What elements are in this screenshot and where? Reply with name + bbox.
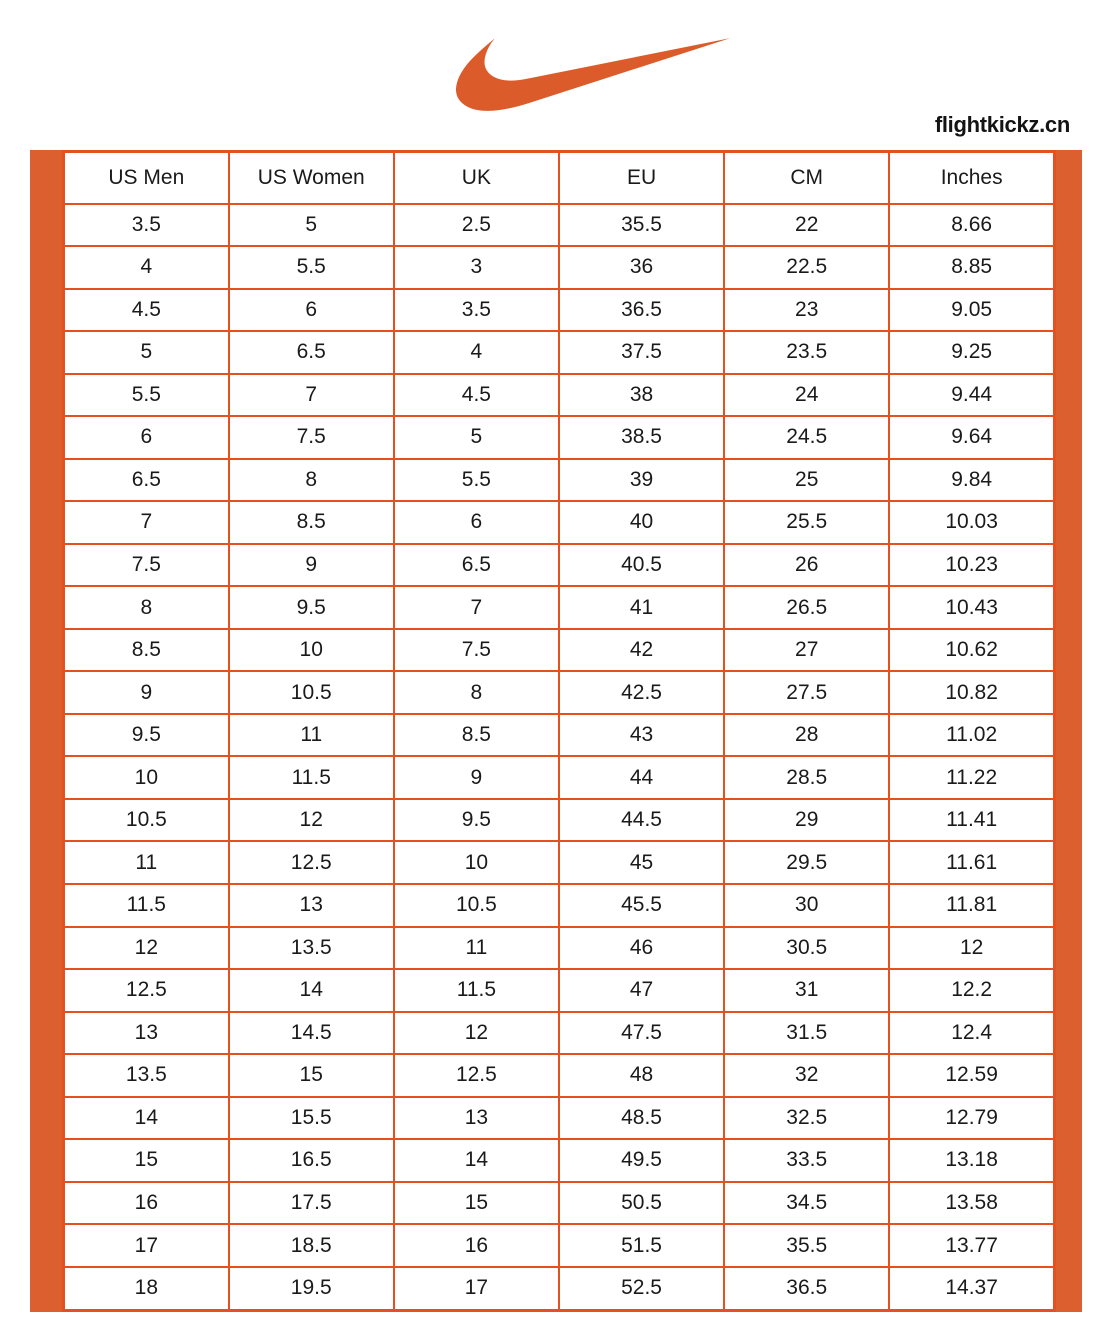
size-cell: 8.85 xyxy=(889,246,1054,289)
table-row xyxy=(64,246,1055,289)
size-cell: 9.05 xyxy=(889,289,1054,332)
size-cell: 25 xyxy=(724,459,889,502)
size-cell: 52.5 xyxy=(559,1267,724,1311)
size-cell: 12.5 xyxy=(64,969,229,1012)
size-cell: 14.5 xyxy=(229,1012,394,1055)
size-cell: 16.5 xyxy=(229,1139,394,1182)
size-cell: 28 xyxy=(724,714,889,757)
size-cell: 5.5 xyxy=(64,374,229,417)
size-cell: 17.5 xyxy=(229,1182,394,1225)
size-table xyxy=(62,150,1056,1312)
size-cell: 22 xyxy=(724,204,889,247)
size-cell: 36 xyxy=(559,246,724,289)
size-cell: 15.5 xyxy=(229,1097,394,1140)
size-cell: 44.5 xyxy=(559,799,724,842)
table-row xyxy=(64,1182,1055,1225)
table-row xyxy=(64,289,1055,332)
size-cell: 6 xyxy=(64,416,229,459)
size-cell: 19.5 xyxy=(229,1267,394,1311)
header-inches: Inches xyxy=(889,152,1054,204)
size-cell: 15 xyxy=(229,1054,394,1097)
size-cell: 7 xyxy=(229,374,394,417)
watermark-text: flightkickz.cn xyxy=(934,112,1070,137)
table-row xyxy=(64,714,1055,757)
table-row xyxy=(64,1097,1055,1140)
size-cell: 17 xyxy=(64,1224,229,1267)
size-cell: 11 xyxy=(394,927,559,970)
size-cell: 18.5 xyxy=(229,1224,394,1267)
size-cell: 6 xyxy=(229,289,394,332)
size-cell: 5.5 xyxy=(394,459,559,502)
right-accent-bar xyxy=(1056,150,1082,1312)
size-cell: 45.5 xyxy=(559,884,724,927)
size-cell: 9.5 xyxy=(394,799,559,842)
size-cell: 4 xyxy=(64,246,229,289)
size-cell: 9 xyxy=(64,671,229,714)
size-cell: 10.03 xyxy=(889,501,1054,544)
size-cell: 8.5 xyxy=(394,714,559,757)
size-cell: 12.59 xyxy=(889,1054,1054,1097)
size-cell: 30 xyxy=(724,884,889,927)
size-cell: 14.37 xyxy=(889,1267,1054,1311)
size-cell: 48.5 xyxy=(559,1097,724,1140)
size-cell: 27 xyxy=(724,629,889,672)
size-cell: 10 xyxy=(229,629,394,672)
size-cell: 15 xyxy=(64,1139,229,1182)
size-cell: 12.2 xyxy=(889,969,1054,1012)
size-cell: 8.5 xyxy=(229,501,394,544)
table-row xyxy=(64,1012,1055,1055)
size-cell: 31 xyxy=(724,969,889,1012)
size-cell: 9.44 xyxy=(889,374,1054,417)
size-cell: 49.5 xyxy=(559,1139,724,1182)
size-cell: 33.5 xyxy=(724,1139,889,1182)
size-cell: 14 xyxy=(64,1097,229,1140)
table-row xyxy=(64,204,1055,247)
size-cell: 9 xyxy=(394,756,559,799)
size-cell: 9.5 xyxy=(64,714,229,757)
size-cell: 18 xyxy=(64,1267,229,1311)
table-row xyxy=(64,1224,1055,1267)
size-cell: 50.5 xyxy=(559,1182,724,1225)
size-cell: 11.61 xyxy=(889,841,1054,884)
size-cell: 13 xyxy=(229,884,394,927)
size-cell: 10.23 xyxy=(889,544,1054,587)
table-row xyxy=(64,1267,1055,1311)
size-cell: 35.5 xyxy=(724,1224,889,1267)
size-cell: 7 xyxy=(394,586,559,629)
table-row xyxy=(64,1139,1055,1182)
size-cell: 12 xyxy=(394,1012,559,1055)
size-cell: 48 xyxy=(559,1054,724,1097)
left-accent-bar xyxy=(30,150,62,1312)
size-cell: 13 xyxy=(394,1097,559,1140)
size-cell: 10 xyxy=(64,756,229,799)
size-cell: 25.5 xyxy=(724,501,889,544)
size-cell: 5 xyxy=(229,204,394,247)
size-cell: 12.5 xyxy=(394,1054,559,1097)
size-cell: 41 xyxy=(559,586,724,629)
size-cell: 11.81 xyxy=(889,884,1054,927)
size-cell: 13.77 xyxy=(889,1224,1054,1267)
size-chart xyxy=(30,150,1082,1312)
size-cell: 6.5 xyxy=(229,331,394,374)
size-cell: 7.5 xyxy=(64,544,229,587)
size-cell: 13 xyxy=(64,1012,229,1055)
size-cell: 6.5 xyxy=(394,544,559,587)
table-row xyxy=(64,629,1055,672)
size-cell: 12.4 xyxy=(889,1012,1054,1055)
table-row xyxy=(64,756,1055,799)
size-cell: 30.5 xyxy=(724,927,889,970)
table-row xyxy=(64,586,1055,629)
nike-swoosh-icon xyxy=(456,26,732,123)
size-cell: 5 xyxy=(394,416,559,459)
size-cell: 11.5 xyxy=(394,969,559,1012)
size-cell: 10.5 xyxy=(64,799,229,842)
size-cell: 23.5 xyxy=(724,331,889,374)
size-cell: 24 xyxy=(724,374,889,417)
size-cell: 9.5 xyxy=(229,586,394,629)
size-cell: 38 xyxy=(559,374,724,417)
size-cell: 38.5 xyxy=(559,416,724,459)
header-eu: EU xyxy=(559,152,724,204)
size-cell: 4.5 xyxy=(64,289,229,332)
table-row xyxy=(64,1054,1055,1097)
table-row xyxy=(64,799,1055,842)
size-cell: 3.5 xyxy=(64,204,229,247)
size-cell: 7.5 xyxy=(229,416,394,459)
size-cell: 15 xyxy=(394,1182,559,1225)
size-cell: 24.5 xyxy=(724,416,889,459)
size-cell: 36.5 xyxy=(724,1267,889,1311)
size-cell: 11.41 xyxy=(889,799,1054,842)
size-cell: 12.79 xyxy=(889,1097,1054,1140)
size-cell: 11.02 xyxy=(889,714,1054,757)
size-cell: 34.5 xyxy=(724,1182,889,1225)
size-cell: 8.5 xyxy=(64,629,229,672)
size-cell: 11 xyxy=(64,841,229,884)
size-cell: 46 xyxy=(559,927,724,970)
header-us-men: US Men xyxy=(64,152,229,204)
size-cell: 40.5 xyxy=(559,544,724,587)
size-cell: 32 xyxy=(724,1054,889,1097)
size-cell: 28.5 xyxy=(724,756,889,799)
size-cell: 6.5 xyxy=(64,459,229,502)
size-cell: 9 xyxy=(229,544,394,587)
table-row xyxy=(64,544,1055,587)
size-cell: 36.5 xyxy=(559,289,724,332)
header-cm: CM xyxy=(724,152,889,204)
table-row xyxy=(64,671,1055,714)
size-cell: 2.5 xyxy=(394,204,559,247)
size-cell: 40 xyxy=(559,501,724,544)
size-cell: 45 xyxy=(559,841,724,884)
size-cell: 5 xyxy=(64,331,229,374)
size-cell: 39 xyxy=(559,459,724,502)
table-row xyxy=(64,884,1055,927)
size-cell: 29 xyxy=(724,799,889,842)
size-cell: 12 xyxy=(64,927,229,970)
size-cell: 8 xyxy=(394,671,559,714)
size-cell: 47 xyxy=(559,969,724,1012)
size-cell: 7 xyxy=(64,501,229,544)
size-cell: 17 xyxy=(394,1267,559,1311)
size-cell: 9.64 xyxy=(889,416,1054,459)
size-cell: 44 xyxy=(559,756,724,799)
size-cell: 11.5 xyxy=(64,884,229,927)
size-cell: 32.5 xyxy=(724,1097,889,1140)
size-cell: 11.22 xyxy=(889,756,1054,799)
size-cell: 10.82 xyxy=(889,671,1054,714)
header-row xyxy=(64,152,1055,204)
size-cell: 7.5 xyxy=(394,629,559,672)
size-cell: 3 xyxy=(394,246,559,289)
size-cell: 13.5 xyxy=(229,927,394,970)
size-cell: 10.43 xyxy=(889,586,1054,629)
size-cell: 13.5 xyxy=(64,1054,229,1097)
size-cell: 12 xyxy=(889,927,1054,970)
size-cell: 12 xyxy=(229,799,394,842)
size-cell: 26 xyxy=(724,544,889,587)
size-cell: 10 xyxy=(394,841,559,884)
size-cell: 13.18 xyxy=(889,1139,1054,1182)
header-uk: UK xyxy=(394,152,559,204)
table-row xyxy=(64,969,1055,1012)
size-cell: 51.5 xyxy=(559,1224,724,1267)
size-table-body xyxy=(64,204,1055,1311)
size-cell: 8.66 xyxy=(889,204,1054,247)
table-row xyxy=(64,501,1055,544)
size-cell: 12.5 xyxy=(229,841,394,884)
size-cell: 47.5 xyxy=(559,1012,724,1055)
size-cell: 43 xyxy=(559,714,724,757)
size-cell: 9.25 xyxy=(889,331,1054,374)
size-cell: 11.5 xyxy=(229,756,394,799)
size-cell: 9.84 xyxy=(889,459,1054,502)
size-cell: 4.5 xyxy=(394,374,559,417)
nike-swoosh-logo xyxy=(456,26,732,123)
size-cell: 23 xyxy=(724,289,889,332)
size-table-header xyxy=(64,152,1055,204)
table-row xyxy=(64,374,1055,417)
size-cell: 14 xyxy=(394,1139,559,1182)
size-cell: 16 xyxy=(394,1224,559,1267)
table-row xyxy=(64,459,1055,502)
size-cell: 4 xyxy=(394,331,559,374)
size-cell: 22.5 xyxy=(724,246,889,289)
size-cell: 10.5 xyxy=(229,671,394,714)
size-cell: 13.58 xyxy=(889,1182,1054,1225)
size-cell: 10.5 xyxy=(394,884,559,927)
table-row xyxy=(64,927,1055,970)
table-row xyxy=(64,841,1055,884)
size-cell: 26.5 xyxy=(724,586,889,629)
size-cell: 6 xyxy=(394,501,559,544)
size-cell: 42 xyxy=(559,629,724,672)
size-cell: 37.5 xyxy=(559,331,724,374)
size-cell: 3.5 xyxy=(394,289,559,332)
size-cell: 8 xyxy=(64,586,229,629)
size-cell: 27.5 xyxy=(724,671,889,714)
size-cell: 10.62 xyxy=(889,629,1054,672)
header-us-women: US Women xyxy=(229,152,394,204)
size-cell: 14 xyxy=(229,969,394,1012)
size-cell: 29.5 xyxy=(724,841,889,884)
size-cell: 11 xyxy=(229,714,394,757)
size-cell: 35.5 xyxy=(559,204,724,247)
size-cell: 42.5 xyxy=(559,671,724,714)
size-cell: 31.5 xyxy=(724,1012,889,1055)
table-row xyxy=(64,416,1055,459)
size-cell: 16 xyxy=(64,1182,229,1225)
size-cell: 8 xyxy=(229,459,394,502)
size-cell: 5.5 xyxy=(229,246,394,289)
table-row xyxy=(64,331,1055,374)
